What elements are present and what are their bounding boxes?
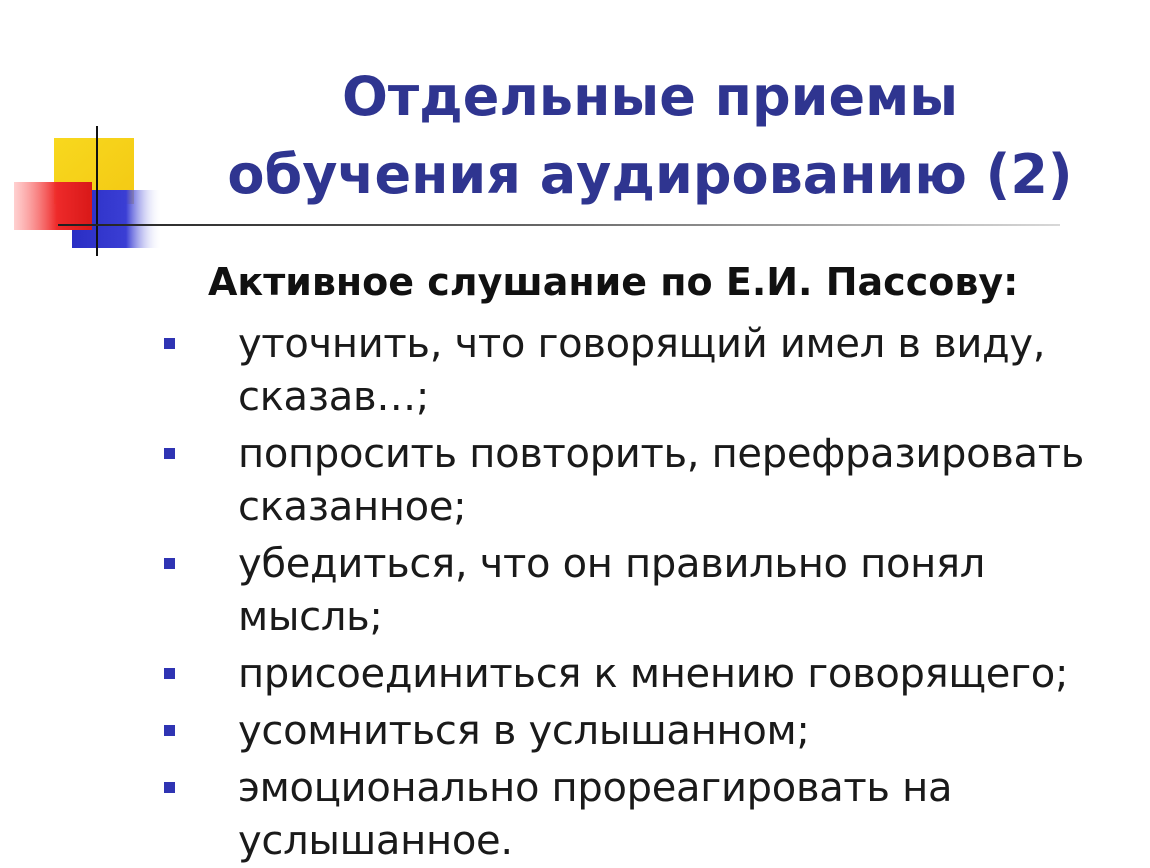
list-item xyxy=(160,762,1120,868)
decorative-squares xyxy=(0,0,170,270)
list-item xyxy=(160,705,1120,758)
bullet-line: убедиться, что он правильно понял xyxy=(238,541,986,587)
bullet-line: мысль; xyxy=(238,594,383,640)
title-line-2: обучения аудированию (2) xyxy=(227,143,1073,206)
square-bullet-icon xyxy=(164,782,175,793)
title-underline xyxy=(58,224,1060,226)
bullet-line: уточнить, что говорящий имел в виду, xyxy=(238,321,1046,367)
list-item xyxy=(160,538,1120,644)
square-bullet-icon xyxy=(164,448,175,459)
bullet-line: сказанное; xyxy=(238,484,467,530)
square-bullet-icon xyxy=(164,725,175,736)
bullet-line: усомниться в услышанном; xyxy=(238,708,810,754)
bullet-line: присоединиться к мнению говорящего; xyxy=(238,651,1069,697)
list-item xyxy=(160,428,1120,534)
bullet-line: эмоционально прореагировать на xyxy=(238,765,953,811)
list-item xyxy=(160,318,1120,424)
square-bullet-icon xyxy=(164,668,175,679)
title-line-1: Отдельные приемы xyxy=(341,65,959,128)
slide-title xyxy=(150,58,1150,214)
bullet-list xyxy=(160,318,1120,868)
square-bullet-icon xyxy=(164,558,175,569)
square-bullet-icon xyxy=(164,338,175,349)
bullet-line: услышанное. xyxy=(238,818,513,864)
red-square xyxy=(14,182,92,230)
subtitle: Активное слушание по Е.И. Пассову: xyxy=(208,260,1019,304)
list-item xyxy=(160,648,1120,701)
bullet-line: сказав…; xyxy=(238,374,430,420)
bullet-line: попросить повторить, перефразировать xyxy=(238,431,1085,477)
